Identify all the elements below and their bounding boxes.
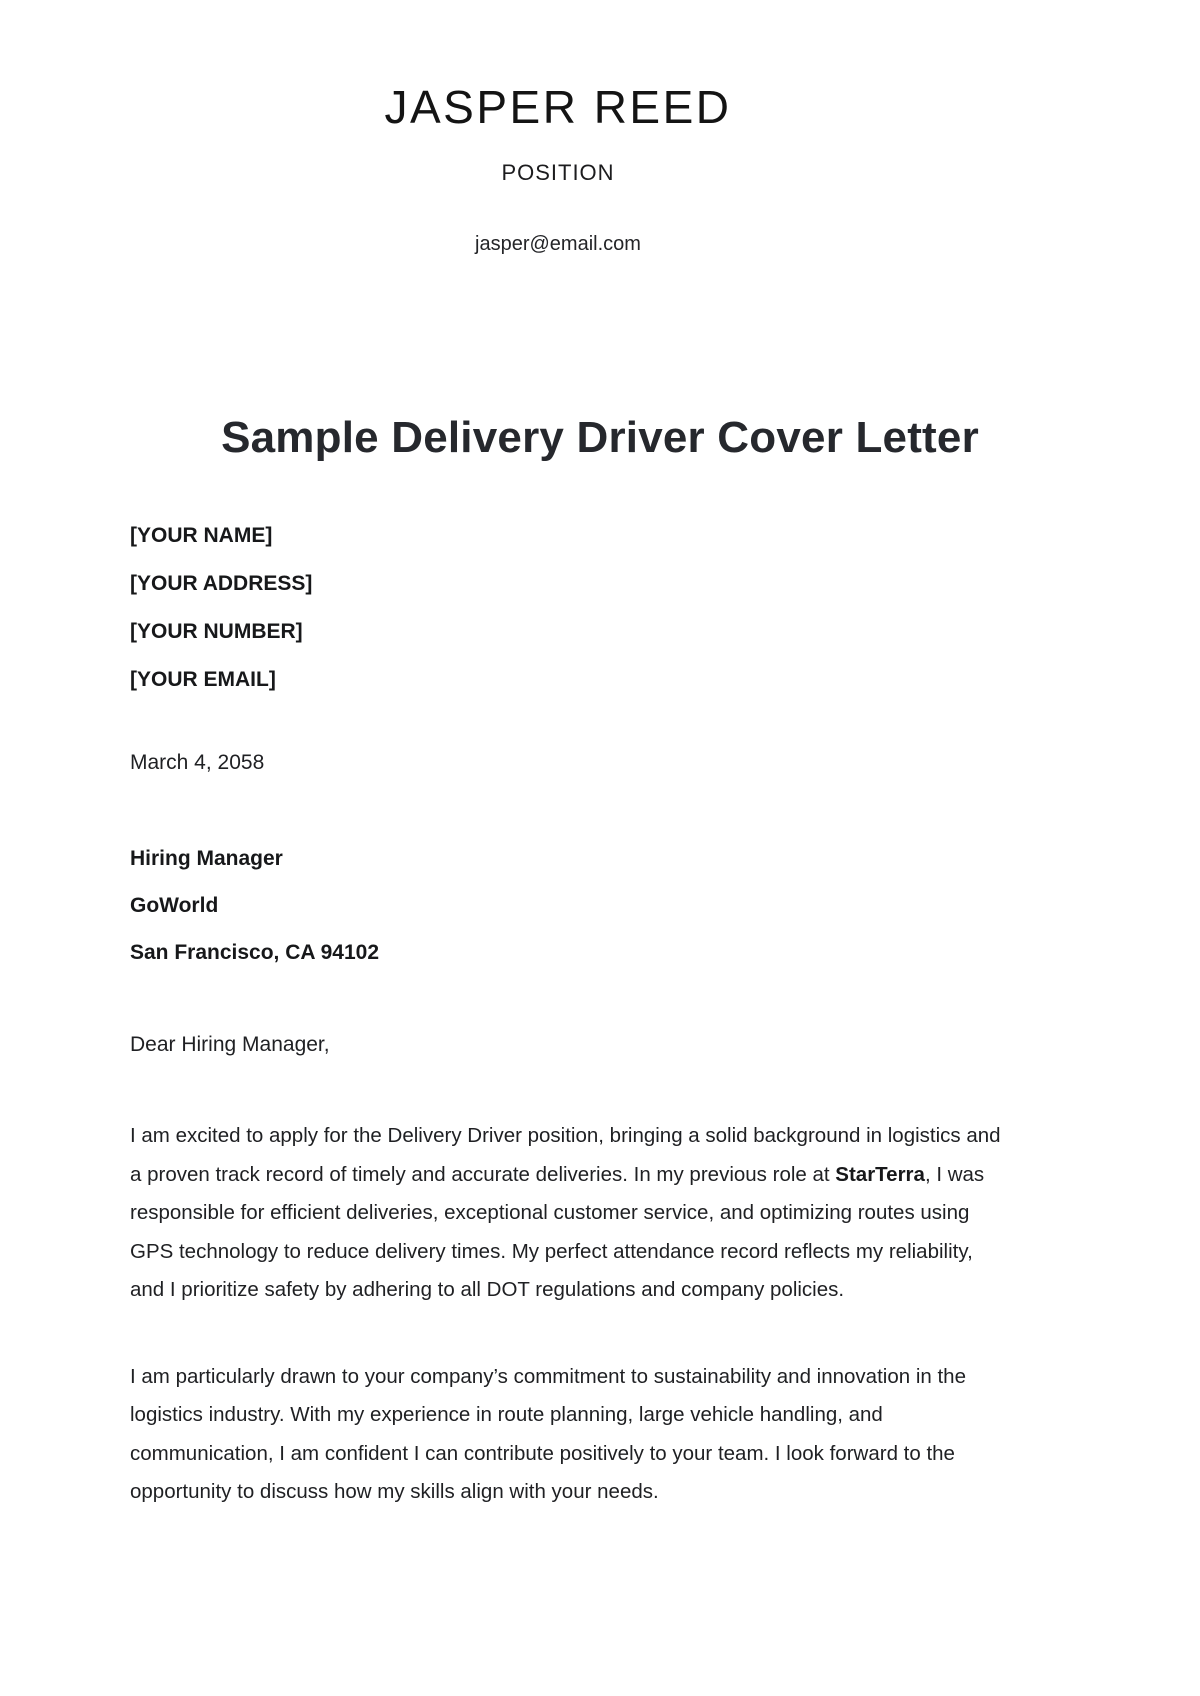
paragraph-1-text-before: I am excited to apply for the Delivery Driver position, bringing a solid background in logistics and a proven track record of timely and accurate deliveries. In my previous role at	[130, 1124, 1001, 1186]
letterhead-position: POSITION	[501, 160, 615, 185]
company-name-bold: StarTerra	[835, 1162, 925, 1186]
recipient-company: GoWorld	[130, 894, 219, 917]
letterhead-email: jasper@email.com	[475, 233, 641, 255]
sender-info	[130, 525, 1200, 691]
document-title: Sample Delivery Driver Cover Letter	[221, 413, 979, 462]
paragraph-1-text-after: , I was responsible for efficient deliveries, exceptional customer service, and optimizing routes using GPS technology to reduce delivery times. My perfect attendance record reflects my reliability, and I prioritize safety by adhering to all DOT regulations and company policies.	[130, 1162, 985, 1301]
sender-number-placeholder: [YOUR NUMBER]	[130, 620, 303, 643]
recipient-title: Hiring Manager	[130, 847, 283, 870]
sender-address-placeholder: [YOUR ADDRESS]	[130, 572, 313, 595]
body-paragraph-2: I am particularly drawn to your company’s commitment to sustainability and innovation in the logistics industry. With my experience in route planning, large vehicle handling, and communication, I am confident I can contribute positively to your team. I look forward to the opportunity to discuss how my skills align with your needs.	[130, 1364, 966, 1503]
recipient-info	[130, 848, 1200, 964]
letterhead-name: JASPER REED	[384, 81, 732, 133]
sender-email-placeholder: [YOUR EMAIL]	[130, 668, 276, 691]
body-paragraph-1	[130, 1117, 1010, 1310]
recipient-location: San Francisco, CA 94102	[130, 941, 380, 964]
letterhead	[0, 0, 1200, 256]
letter-date: March 4, 2058	[130, 751, 265, 774]
salutation: Dear Hiring Manager,	[130, 1033, 330, 1056]
sender-name-placeholder: [YOUR NAME]	[130, 524, 273, 547]
letter-body-column	[0, 525, 1200, 1512]
